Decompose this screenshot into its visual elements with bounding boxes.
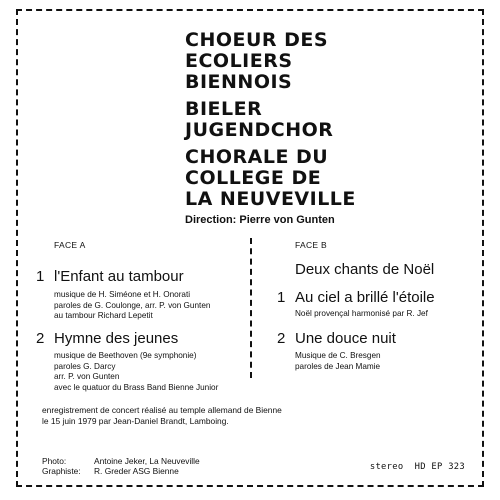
photo-value: Antoine Jeker, La Neuveville [94, 456, 200, 466]
credit-line: au tambour Richard Lepetit [54, 311, 153, 321]
track-number: 1 [277, 289, 286, 306]
title-group-bieler [185, 99, 356, 141]
track-number: 2 [36, 330, 45, 347]
track-number: 2 [277, 330, 286, 347]
face-a-label: FACE A [54, 240, 86, 250]
credit-line: musique de Beethoven (9e symphonie) [54, 351, 197, 360]
direction-credit: Direction: Pierre von Gunten [185, 214, 335, 226]
recording-note [42, 405, 282, 426]
credit-line: paroles de Jean Mamie [295, 361, 381, 371]
title-block [185, 30, 356, 231]
title-line: BIELER [185, 98, 263, 120]
track-title: Une douce nuit [295, 330, 396, 347]
photo-label: Photo: [42, 456, 67, 466]
title-line: ECOLIERS [185, 50, 293, 72]
graphiste-value: R. Greder ASG Bienne [94, 466, 179, 477]
credit-line: arr. P. von Gunten [54, 372, 120, 382]
graphiste-label: Graphiste: [42, 466, 81, 477]
track-title: Au ciel a brillé l'étoile [295, 289, 435, 306]
track-credits [295, 309, 428, 320]
title-group-choeur [185, 30, 356, 93]
credit-line: paroles G. Darcy [54, 361, 116, 371]
graphiste-credit [42, 466, 200, 476]
track-title: l'Enfant au tambour [54, 268, 184, 285]
catalog-number: stereo HD EP 323 [369, 462, 465, 472]
title-line: BIENNOIS [185, 71, 293, 93]
track-credits [54, 351, 218, 393]
title-group-chorale [185, 147, 356, 210]
title-line: CHOEUR DES [185, 29, 329, 51]
production-credits [42, 456, 200, 477]
credit-line: Noël provençal harmonisé par R. Jef [295, 309, 428, 318]
title-line: JUGENDCHOR [185, 119, 334, 141]
credit-line: avec le quatuor du Brass Band Bienne Junior [54, 382, 219, 392]
track-credits [54, 290, 210, 322]
photo-credit [42, 456, 200, 466]
face-separator [250, 238, 252, 378]
recording-line: enregistrement de concert réalisé au temple allemand de Bienne [42, 405, 282, 415]
credit-line: paroles de G. Coulonge, arr. P. von Gunten [54, 300, 211, 310]
face-b-label: FACE B [295, 240, 328, 250]
credit-line: Musique de C. Bresgen [295, 351, 381, 360]
track-credits [295, 351, 381, 372]
recording-line: le 15 juin 1979 par Jean-Daniel Brandt, Lamboing. [42, 415, 229, 426]
track-number: 1 [36, 268, 45, 285]
title-line: LA NEUVEVILLE [185, 188, 356, 210]
face-b-heading: Deux chants de Noël [295, 261, 435, 278]
title-line: CHORALE DU [185, 146, 329, 168]
track-title: Hymne des jeunes [54, 330, 179, 347]
credit-line: musique de H. Siméone et H. Onorati [54, 290, 191, 299]
title-line: COLLEGE DE [185, 167, 322, 189]
